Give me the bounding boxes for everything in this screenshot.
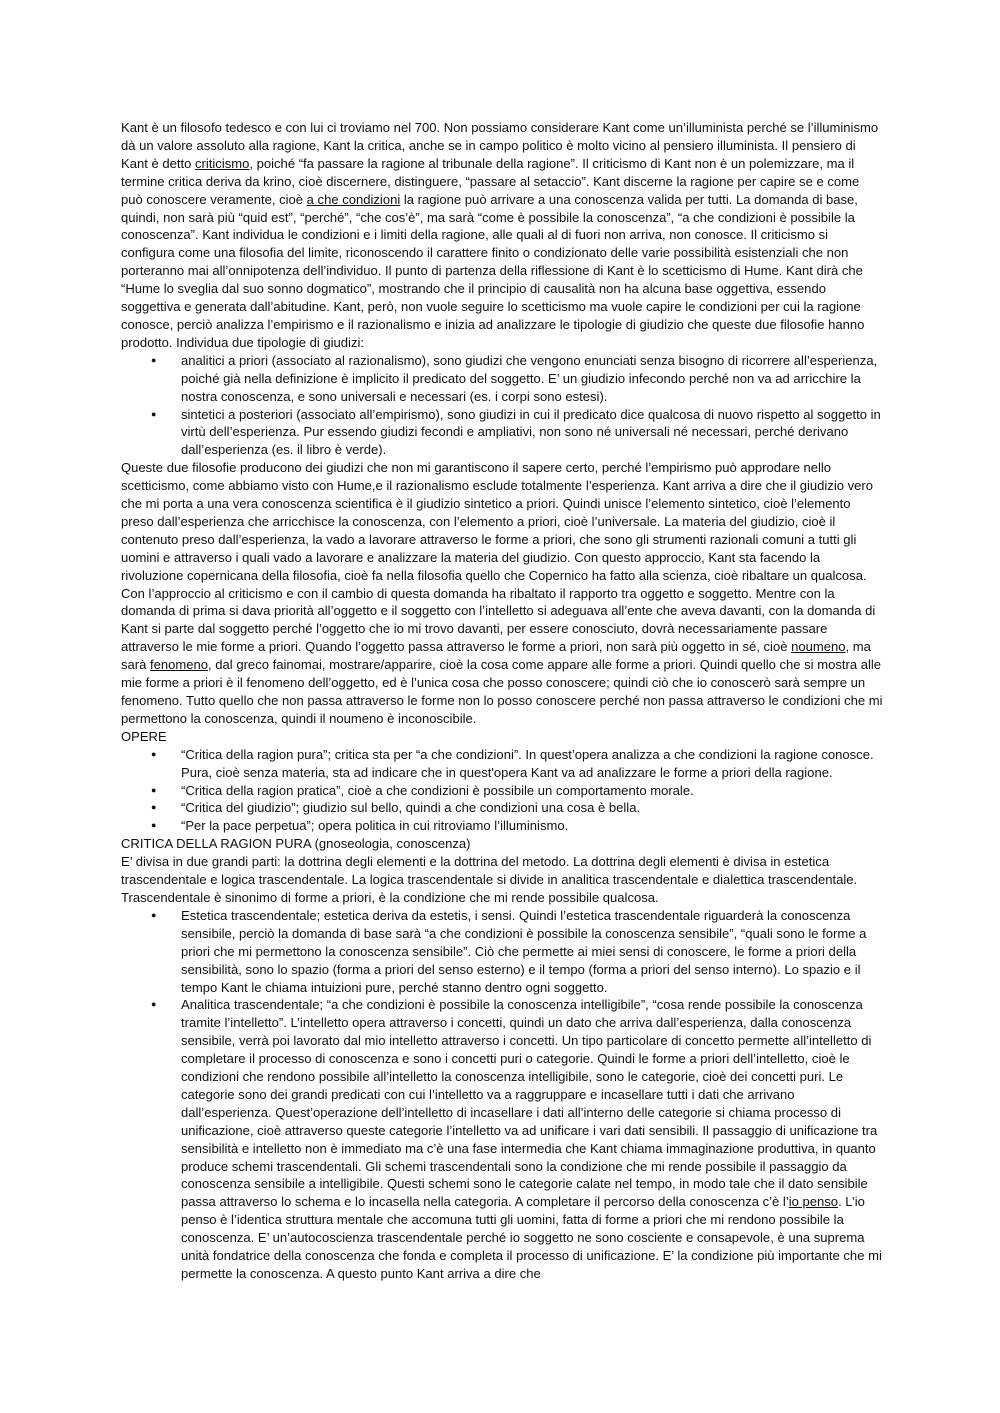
list-item: ● sintetici a posteriori (associato all’empirismo), sono giudizi in cui il predicato dice qualcosa di nuovo rispetto al soggetto in virtù dell’esperienza. Pur essendo giudizi fecondi e ampliativi, non sono né universali né necessari, perché derivano dall’esperienza (es. il libro è verde).: [121, 406, 883, 460]
list-item: ● “Critica della ragion pratica”, cioè a che condizioni è possibile un comportamento morale.: [121, 782, 883, 800]
list-item: ● “Per la pace perpetua”; opera politica in cui ritroviamo l’illuminismo.: [121, 817, 883, 835]
text-run: . L’io penso è l’identica struttura mentale che accomuna tutti gli uomini, fatta di forme a priori che mi rendono possibile la conoscenza. E’ un’autocoscienza trascendentale perché io soggetto ne sono cosciente e consapevole, è una suprema unità fondatrice della conoscenza che fonda e completa il processo di unificazione. E’ la condizione più importante che mi permette la conoscenza. A questo punto Kant arriva a dire che: [181, 1194, 882, 1281]
underlined-term-a-che-condizioni: a che condizioni: [306, 191, 401, 207]
list-item: [121, 996, 883, 1283]
underlined-term-criticismo: criticismo: [195, 155, 250, 171]
opere-list: [121, 746, 883, 836]
intro-paragraph: [121, 119, 883, 352]
text-run: Queste due filosofie producono dei giudizi che non mi garantiscono il sapere certo, perché l’empirismo può approdare nello scetticismo, come abbiamo visto con Hume,e il razionalismo esclude totalmente l’esperienza. Kant arriva a dire che il giudizio vero che mi porta a una vera conoscenza scientifica è il giudizio sintetico a priori. Quindi unisce l’elemento sintetico, cioè l’elemento preso dall’esperienza che arricchisce la conoscenza, con l’elemento a priori, cioè l’universale. La materia del giudizio, cioè il contenuto preso dall’esperienza, la vado a lavorare attraverso le forme a priori, che sono gli strumenti razionali comuni a tutti gli uomini e attraverso i quali vado a lavorare e analizzare la materia del giudizio. Con questo approccio, Kant sta facendo la rivoluzione copernicana della filosofia, cioè fa nella filosofia quello che Copernico ha fatto alla scienza, cioè ribaltare un qualcosa. Con l’approccio al criticismo e con il cambio di questa domanda ha ribaltato il rapporto tra oggetto e soggetto. Mentre con la domanda di prima si dava priorità all’oggetto e il soggetto con l’intelletto si adeguava all’ente che aveva davanti, con la domanda di Kant si parte dal soggetto perché l’oggetto che io mi trovo davanti, per essere conosciuto, dovrà necessariamente passare attraverso le mie forme a priori. Quando l’oggetto passa attraverso le forme a priori, non sarà più oggetto in sé, cioè: [121, 460, 876, 655]
text-run: , ma sarà: [121, 639, 871, 673]
critica-list: [121, 907, 883, 1283]
list-item: ● analitici a priori (associato al razionalismo), sono giudizi che vengono enunciati senza bisogno di ricorrere all’esperienza, poiché già nella definizione è implicito il predicato del soggetto. E’ un giudizio infecondo perché non va ad arricchire la nostra conoscenza, e sono universali e necessari (es. i corpi sono estesi).: [121, 352, 883, 406]
section-heading-critica: CRITICA DELLA RAGION PURA (gnoseologia, conoscenza): [121, 836, 471, 852]
text-run: Kant è un filosofo tedesco e con lui ci troviamo nel 700. Non possiamo considerare Kant come un’illuminista perché se l’illuminismo dà un valore assoluto alla ragione, Kant la critica, anche se in campo politico è molto vicino al pensiero illuminista. Il pensiero di Kant è detto: [121, 120, 879, 171]
list-item: ● Estetica trascendentale; estetica deriva da estetis, i sensi. Quindi l’estetica trascendentale riguarderà la conoscenza sensibile, perciò la domanda di base sarà “a che condizioni è possibile la conoscenza sensibile”, “quali sono le forme a priori che mi permettono la conoscenza sensibile”. Ciò che permette ai miei sensi di conoscere, le forme a priori della sensibilità, sono lo spazio (forma a priori del senso esterno) e il tempo (forma a priori del senso interno). Lo spazio e il tempo Kant le chiama intuizioni pure, perché stanno dentro ogni soggetto.: [121, 907, 883, 997]
body-paragraph: E’ divisa in due grandi parti: la dottrina degli elementi e la dottrina del metodo. La dottrina degli elementi è divisa in estetica trascendentale e logica trascendentale. La logica trascendentale si divide in analitica trascendentale e dialettica trascendentale. Trascendentale è sinonimo di forme a priori, è la condizione che mi rende possibile qualcosa.: [121, 854, 858, 905]
underlined-term-fenomeno: fenomeno: [150, 657, 209, 673]
body-paragraph: [121, 459, 883, 728]
underlined-term-io-penso: io penso: [788, 1194, 839, 1210]
section-heading-opere: OPERE: [121, 728, 167, 744]
list-item: ● “Critica del giudizio”; giudizio sul bello, quindi a che condizioni una cosa è bella.: [121, 799, 883, 817]
text-run: , poiché “fa passare la ragione al tribunale della ragione”. Il criticismo di Kant non è un polemizzare, ma il termine critica deriva da krino, cioè discernere, distinguere, “passare al setaccio”. Kant discerne la ragione per capire se e come può conoscere veramente, cioè: [121, 155, 860, 207]
text-run: , dal greco fainomai, mostrare/apparire, cioè la cosa come appare alle forme a priori. Quindi quello che si mostra alle mie forme a priori è il fenomeno dell’oggetto, ed è l’unica cosa che posso conoscere; quindi ciò che io conoscerò sarà sempre un fenomeno. Tutto quello che non passa attraverso le forme non lo posso conoscere perché non passa attraverso le condizioni che mi permettono la conoscenza, quindi il noumeno è inconoscibile.: [121, 657, 883, 726]
underlined-term-noumeno: noumeno: [791, 639, 846, 655]
list-item: ● “Critica della ragion pura”; critica sta per “a che condizioni”. In quest’opera analizza a che condizioni la ragione conosce. Pura, cioè senza materia, sta ad indicare che in quest'opera Kant va ad analizzare le forme a priori della ragione.: [121, 746, 883, 782]
text-run: la ragione può arrivare a una conoscenza valida per tutti. La domanda di base, quindi, non sarà più “quid est”, “perché”, “che cos’è”, ma sarà “come è possibile la conoscenza”, “a che condizioni è possibile la conoscenza”. Kant individua le condizioni e i limiti della ragione, alle quali al di fuori non arriva, non conosce. Il criticismo si configura come una filosofia del limite, riconoscendo il carattere finito o condizionato delle varie possibilità esistenziali che non porteranno mai all’onnipotenza dell’individuo. Il punto di partenza della riflessione di Kant è lo scetticismo di Hume. Kant dirà che “Hume lo sveglia dal suo sonno dogmatico”, mostrando che il principio di causalità non ha alcuna base oggettiva, essendo soggettiva e generata dall’abitudine. Kant, però, non vuole seguire lo scetticismo ma vuole capire le condizioni per cui la ragione conosce, perciò analizza l’empirismo e il razionalismo e inizia ad analizzare le tipologie di giudizio che queste due filosofie hanno prodotto. Individua due tipologie di giudizi:: [121, 191, 865, 350]
document-page: [121, 119, 883, 1283]
judgments-list: [121, 352, 883, 459]
text-run: Analitica trascendentale; “a che condizioni è possibile la conoscenza intelligibile”, “cosa rende possibile la conoscenza tramite l’intelletto”. L’intelletto opera attraverso i concetti, quindi un dato che arriva dall’esperienza, dalla conoscenza sensibile, verrà poi lavorato dal mio intelletto attraverso i concetti. Un tipo particolare di concetto permette all’intelletto di completare il processo di conoscenza e sono i concetti puri o categorie. Quindi le forme a priori dell’intelletto, cioè le condizioni che rendono possibile all’intelletto la conoscenza intelligibile, sono le categorie, cioè dei concetti puri. Le categorie sono dei grandi predicati con cui l’intelletto va a raggruppare e incasellare tutti i dati che arrivano dall’esperienza. Quest’operazione dell’intelletto di incasellare i dati all’interno delle categorie si chiama processo di unificazione, cioè attraverso queste categorie l’intelletto va ad unificare i vari dati sensibili. Il passaggio di unificazione tra sensibilità e intelletto non è immediato ma c’è una fase intermedia che Kant chiama immaginazione produttiva, in quanto produce schemi trascendentali. Gli schemi trascendentali sono la condizione che mi rende possibile il passaggio da conoscenza sensibile a intelligibile. Questi schemi sono le categorie calate nel tempo, in modo tale che il dato sensibile passa attraverso lo schema e lo incasella nella categoria. A completare il percorso della conoscenza c’è l’: [181, 997, 878, 1210]
